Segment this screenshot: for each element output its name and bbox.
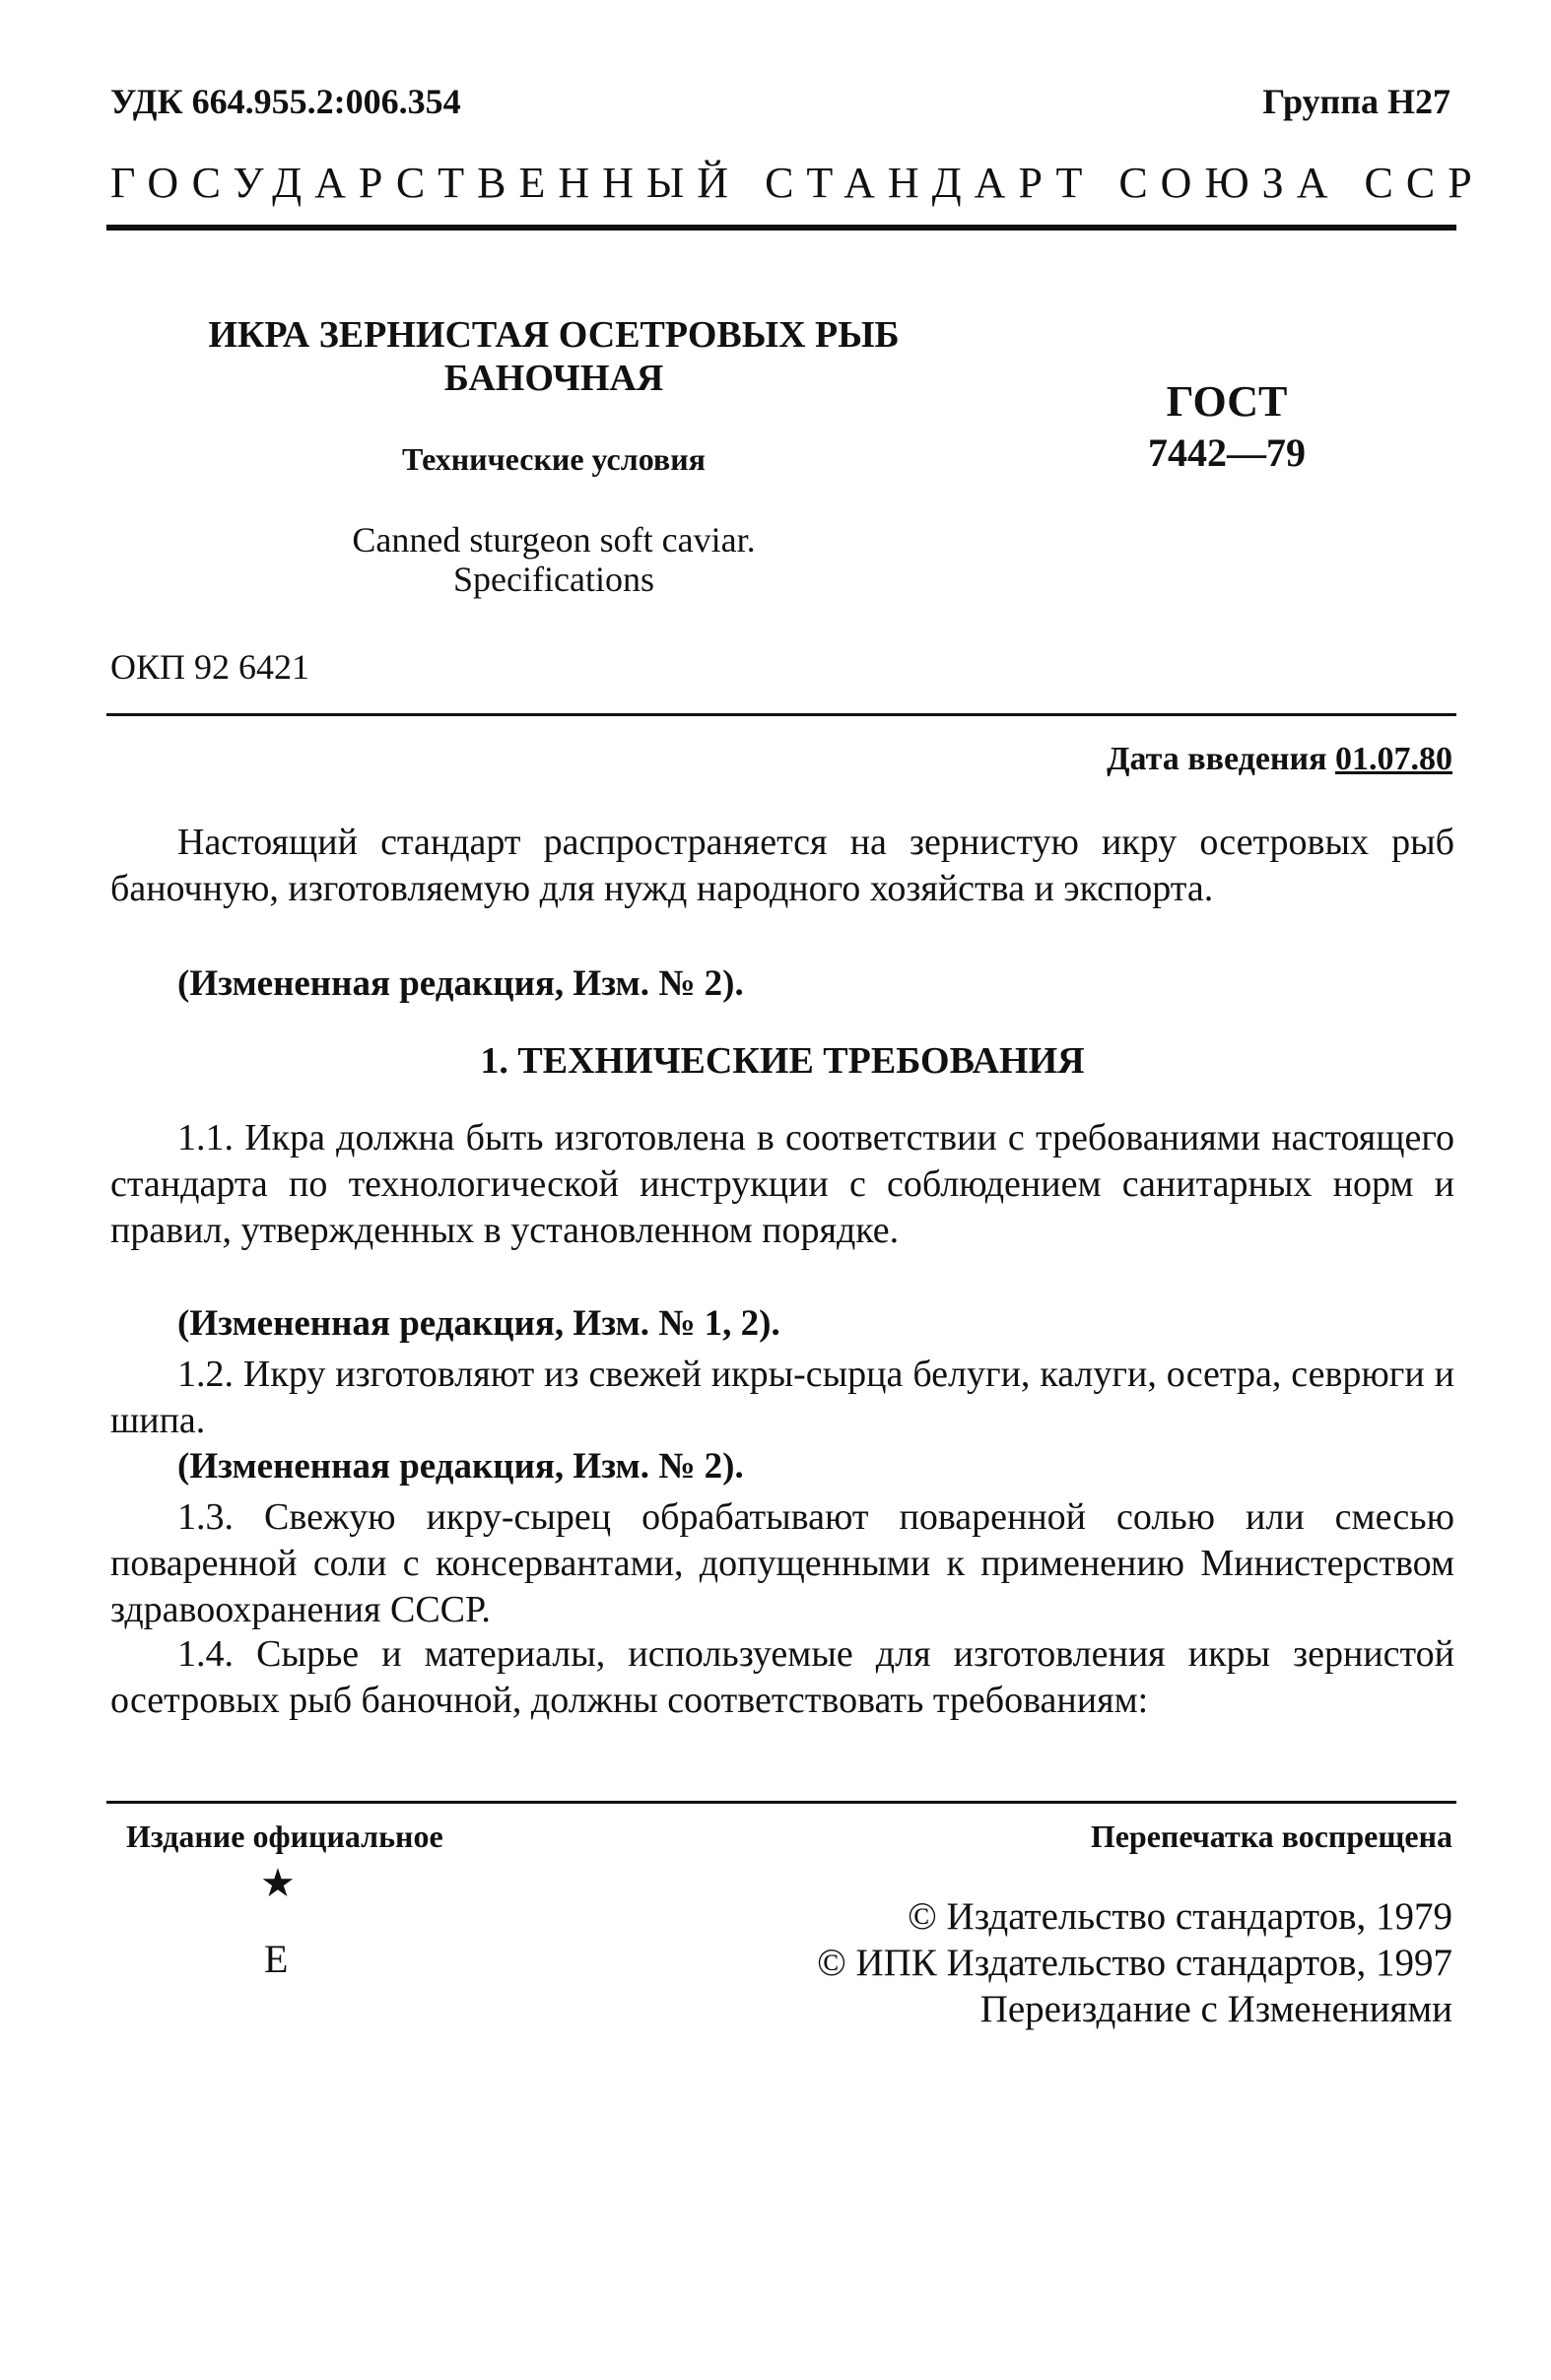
title-rule [106, 713, 1456, 716]
english-title-2: Specifications [453, 560, 654, 599]
subtitle: Технические условия [402, 441, 706, 477]
copyright-2: © ИПК Издательство стандартов, 1997 [817, 1942, 1452, 1984]
standard-banner: ГОСУДАРСТВЕННЫЙ СТАНДАРТ СОЮЗА ССР [110, 159, 1485, 207]
okp-code: ОКП 92 6421 [110, 647, 310, 687]
clause-1-2-amendment: (Измененная редакция, Изм. № 2). [177, 1446, 744, 1487]
clause-1-4: 1.4. Сырье и материалы, используемые для изготовления икры зернистой осетровых рыб баночной, должны соответствовать требованиям: [110, 1633, 1454, 1721]
header-rule [106, 225, 1456, 231]
section-heading: 1. ТЕХНИЧЕСКИЕ ТРЕБОВАНИЯ [480, 1040, 1085, 1082]
edition-letter: Е [264, 1937, 289, 1981]
preamble-text: Настоящий стандарт распространяется на зернистую икру осетровых рыб баночную, изготовляемую для нужд народного хозяйства и экспорта. [110, 822, 1454, 909]
star-mark: ★ [260, 1861, 296, 1905]
clause-1-2: 1.2. Икру изготовляют из свежей икры-сырца белуги, калуги, осетра, севрюги и шипа. [110, 1354, 1454, 1441]
intro-date-label: Дата введения [1107, 741, 1327, 777]
clause-1-1: 1.1. Икра должна быть изготовлена в соответствии с требованиями настоящего стандарта по технологической инструкции с соблюдением санитарных норм и правил, утвержденных в установленном порядке. [110, 1117, 1454, 1251]
intro-date [1107, 741, 1452, 778]
gost-label: ГОСТ [1166, 377, 1288, 426]
reissue-note: Переиздание с Изменениями [979, 1988, 1452, 2030]
clause-1-1-amendment: (Измененная редакция, Изм. № 1, 2). [177, 1303, 780, 1344]
title-line-1: ИКРА ЗЕРНИСТАЯ ОСЕТРОВЫХ РЫБ [208, 314, 900, 356]
preamble-amendment: (Измененная редакция, Изм. № 2). [177, 963, 744, 1004]
official-edition: Издание официальное [126, 1818, 443, 1854]
title-line-2: БАНОЧНАЯ [443, 358, 664, 399]
clause-1-3: 1.3. Свежую икру-сырец обрабатывают поваренной солью или смесью поваренной соли с консервантами, допущенными к применению Министерством здравоохранения СССР. [110, 1496, 1454, 1630]
english-title-1: Canned sturgeon soft caviar. [352, 520, 756, 560]
group-code: Группа Н27 [1262, 82, 1450, 121]
footer-rule [106, 1801, 1456, 1804]
gost-number: 7442—79 [1148, 430, 1306, 475]
copyright-1: © Издательство стандартов, 1979 [908, 1895, 1452, 1938]
reprint-prohibited: Перепечатка воспрещена [1090, 1818, 1452, 1854]
udk-code: УДК 664.955.2:006.354 [110, 82, 461, 121]
intro-date-value: 01.07.80 [1335, 741, 1452, 777]
